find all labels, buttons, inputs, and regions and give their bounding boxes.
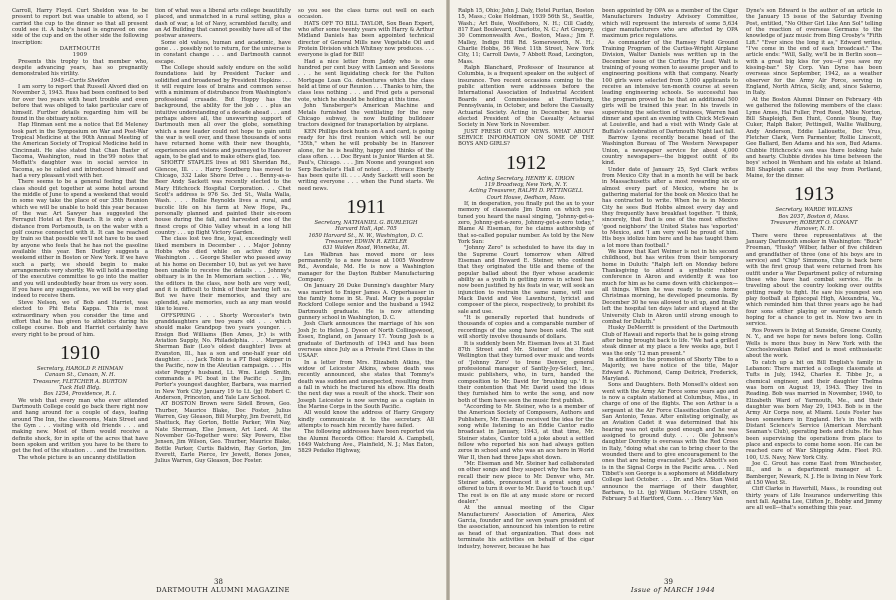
paragraph: Steve Nelson, wo of Bob and Harriet, was elected to Phi Beta Kappa. This is most extraordinary when you consider the time and effort that he has given to athletics during his college course. Bob and Harriet certainly have every right to be proud of him. [12,299,148,338]
page-number: 39 [664,578,673,586]
paragraph: The whole picture is an uncanny distillation [18,454,136,461]
paragraph: If, in desperation, you finally put the ax to your memory of classmate Jim Dunn on which you tuned you heard the nasal singing, "Johnny-get-a-zero, Johnny-get-a-zero, Johnny-get-a-zero today," Blame Al Eiseman, for he claims authorship of that so-called popular number. As told by the New York Sun: [458,200,594,245]
treasurer-line: Treasurer, EDWIN R. KEELER [325,239,407,245]
paragraph: Presents this trophy to that member who, despite advancing years, has so pregnantly demonstrated his virility. [12,58,148,78]
paragraph: I am sorry to report that Russell Alvord died on November 3, 1943. Russ had been confined to bed for over two years with heart trouble and even before that was obliged to take particular care of himself. Further details regarding him will be found in the obituary notice. [12,84,148,122]
secretary-address: Canaan St., Canaan, N. H. [44,372,116,379]
left-page [0,0,446,600]
treasurer-line: Treasurer, ROBERT O. CONANT [770,219,858,226]
paragraph: Cliff Clarke in Haverhill, Mass., is rounding out thirty years of Life Insurance underwriting this next fall. Agatha Lee, Clifton Jr., Bobby and Jimmy are all well—that's something this year. [746,486,882,512]
paragraph: so you see the class turns out well on each occasion. [298,8,434,21]
paragraph: Some old values, human and academic, have gone . . . possibly not to return, for the universe is in constant change . . . and Dartmouth cannot escape. [155,39,291,65]
paragraph: At the Boston Alumni Dinner on February 4th we gathered the following members of the class: Lyme Ames, Hal Fuller, Fred Reed, Mike Norton, Bill Shapleigh, Ben Hunt, Connie Young, Ray Cuker, Ralph Baker, Pettingell, Wallie Wallburg, Andy Anderson, Eddie Laliouette, Doc Vrus, Fletcher Clark, Vern Parmenter, Rollie Linscott, Gee Ballard, Ben Adams and his son, Bud Adams. Clubbie Hitchcock's son was there looking hale and hearty. Clubbie divides his time between the boys' school in Wenham and his estate at Inland. Bill Shapleigh came all the way from Portland, Maine, for the dinner. [746,96,882,179]
paragraph: Barrow Lyons recently became head of the Washington Bureau of The Western Newspaper Union, a newspaper service for about 4,000 country newspapers—the biggest outfit of its kind. [602,134,738,167]
left-column-3 [298,8,434,455]
paragraph: Josh Clark announces the marriage of his son Josh Jr. to Helen J. Dyson of North Collingswood, Essex, England, on January 17. Young Josh is a graduate of Dartmouth of 1943 and has been overseas since July as a Private First Class in the USAAF. [298,321,434,360]
paragraph: "Johnny Zero" is scheduled to have its day in the Supreme Court tomorrow when Alfred Eiseman and Howard E. Steiner, who contend that they originated the title and theme of the popular ballad about the flyer whose academic ability as a youth in getting zeros in school has now been justified by his feats in war, will seek an injunction to restrain the same name, will sue Mack David and Vee Lawnhurst, lyricist and composer of the piece, respectively, to prohibit its sale and use. [458,245,594,315]
paragraph: The class lost two fine, loyal, exceedingly well liked members in December . . . Major Johnny Hobbs who died while on active duty in Washington . . . George Sheller who passed away at his home on December 10, but as yet we have been unable to receive the details . . . Johnny's obituary is in the In Memoriam section . . . We, the editors in the class, now both are very well, and it is difficult to think of their having left us. But we have their memories, and they are splendid, safe memories, such as any man would like to leave. [155,236,291,313]
paragraph: There seems to be a general feeling that the class should get together at some hotel around the middle of June to spend a weekend that would in some way take the place of our 35th Reunion which we will be unable to hold this year because of the war. Art Sawyer has suggested the Ferragut Hotel at Rye Beach. It is only a short distance from Portsmouth, is on the water with a golf course connected with it. It can be reached by train so that possible we'll not have to be used by anyone who feels that he has not the gasoline available this year. Ben Dudley suggests a weekend either in Boston or New York. If we have such a party, we should begin to make arrangements very shortly. We will hold a meeting of the executive committee to go into the matter and you will undoubtedly hear from us very soon. If you have any suggestions, we will be very glad indeed to receive them. [12,179,148,300]
treasurer-address: Tuck Hall Bldg. [59,384,101,391]
inscription-year: 1909 [72,52,88,59]
paragraph: Les Walbran has moved more or less permanently to a new house at 1005 Woodrow Rd., Avondale, Md. He is now a Washington manager for the Dayton Rubber Manufacturing Company. [298,251,434,284]
paragraph: On January 26 Duke Dunning's daughter Mary was married to Eniger James A. Opperhauser in the family home in St. Paul. Mary is a popular Rockford College senior and the husband a 1942 Dartmouth graduate. He is now attending gunnery school in Washington, D. C. [298,283,434,322]
secretary-line: Acting Secretary, HENRY K. URION [477,175,575,182]
paragraph: It is suddenly been Mr. Eiseman lives at 31 East 87th Street and Mr. Steiner of the Hotel Wellington that they turned over music and words of 'Johnny Zero' to Irene Denver, general professional manager of Santly-Joy-Select, Inc., music publishers, who, in turn, handed the composition to Mr. David for 'brushing up.' It is their contention that Mr. David used the ideas they furnished him to write the song, and now both of them have seen the music first publish. [458,340,594,404]
paragraph: As commander of the Ramsey Field Ground Training Program of the Curtiss-Wright Airplane Division, Walter Daniels was written up in the December issue of the Curtiss Fly Leaf. Walt is training of young women to assume proper and to engineering positions with that company. Nearly 100 girls were selected from 3,000 applicants to receive an intensive ten-month course at seven leading engineering schools. So successful has the program proved to be that an additional 500 girls will be trained this year. In his travels in supervising the selection of trainees, Warren had dinner and spent an evening with Chick McSwain at Louisville, and had a visit with Windy Gale at Buffalo's celebration of Dartmouth Night last fall. [602,39,738,135]
class-year-heading: 1912 [506,151,546,174]
secretary-address: Harvard Hall, Apt. 705 [335,226,397,233]
secretary-line: Secretary, HAROLD P. HINMAN [36,365,124,372]
paragraph: Ralph Blanchard, Professor of Insurance at Columbia, is a frequent speaker on the subject of insurance. Two recent occasions coming to the public attention were addresses before the International Association of Industrial Accident Boards and Commissions at Harrisburg, Pennsylvania, in October, and before the Casualty Actuarial Society. Acting in December, he was elected President of the Casualty Actuarial Society in New York in November. [458,65,594,129]
paragraph: All would know the address of Harry Gregory kindly communicate it to the secretary. All attempts to reach him recently have failed. [298,410,434,429]
secretary-address-2: 1650 Harvard St., N. W., Washington, D. C. [308,232,424,239]
paragraph: been appointed by OPA as a member of the Cigar Manufacturers Industry Advisory Committee, which will represent the interests of some 5,634 cigar manufacturers who are affected by OPA maximum price regulations. [602,8,738,40]
paragraph: SHORTY STAPLES lives at 981 Sheridan Rd., Glencoe, Ill. . . . Harry Sondberg has moved to Chicago, 332 Lake Shore Drive . . . Benny-as-a-Beer Andy Sackett was recently elected to the Mary Hitchcock Hospital Corporation. . . Chet Scott's address is 976 So. 3rd St., Walla Walla, Wash. . . . Rollie Reynolds lives a rural, and bucolic life on his farm at New Hope, Pa., personally planned and painted their six-room house during the fall, and harvested one of the finest crops of Ohio Valley wheat in a long hill country . . . up flight Victory Garden. [155,160,291,237]
treasurer-line: Acting Treasurer, RALPH D. PETTINGELL [469,188,583,195]
paragraph: Carroll, Harry Floyd. Curt Sheldon was to be present to report but was unable to attend, so I carried the cup to the dinner so that all present could see it. A baby's head is engraved on one side of the cup and on the other side the following inscription: [12,8,148,46]
paragraph: Sons and Daughters. Both Monsell's oldest son went with the Army Air Force some years ago and is now a captain stationed at Columbus, Miss., in charge of one of the flights. The son Arthur is a sergeant at the Air Force Classification Center at San Antonio, Texas. After enlisting originally, as an Aviation Cadet it was determined that his hearing was not quite good enough and he was assigned to ground duty. . . . Ole Johnson's daughter Dorothy is overseas with the Red Cross in Italy, "doing what she can to bring cheer to the wounded there and to give encouragement to the ones that are being evacuated." Jack Abbott's son is in the Signal Corps in the Pacific area. . . Ned Tibbet's son George is a sophomore at Middlebury College last October. . . . Dr. and Mrs. Stan Weld announce the marriage of their daughter, Barbara, to Lt. (jg) William McGuire USNR, on February 5 at Hartford, Conn. . . . Henry Van [602,382,738,503]
paragraph: We wish that every man who ever attended Dartmouth College could go back there right now and hang around for a couple of days, loafing around The Inn, the classrooms, Main Street and the Gym . . . visiting with old friends . . . and making new. Most of them would receive a definite shock, for in spite of the acres that have been spoken and written you have to be there to get the feel of the situation . . . and the transition. [12,397,148,455]
right-column-2 [602,8,738,503]
treasurer-address: Court House, Dedham, Mass. [486,194,566,201]
paragraph: Under date of January 25, Syd Clark writes from Mexico City that in a month he will be back in Massachusetts after a most rewarding six or almost every part of Mexico, where he is gathering material for the book on Mexico that he has contracted to write. When he is in Mexico City he sees Bud Hobbs almost every day and they frequently have breakfast together. "I think, sincerely, that Bud is one of the most effective 'good neighbors' the United States has 'exported' to Mexico, and 'I am very well be proud of him. His boys idolize him here and he has taught them a lot more than football." [602,166,738,249]
paragraph: John Yansberger's American Machine and Metals furnished the ventilating for the new Chicago subway, is now building bulldozer tractors designed for transportation by airplane. [298,103,434,129]
paragraph: At the annual meeting of the Cigar Manufacturers' Association of America, Alex Garcia, founder and for seven years president of the association, announced his intention to retire as head of that organization. That does not terminate his activities on behalf of the cigar industry, however, because he has [458,505,594,550]
right-page [450,0,896,600]
page-footer: Issue of MARCH 1944 [630,586,716,594]
inscription-signature: 1945—Curtis Sheldon [50,77,110,84]
paragraph: tion of what was a liberal arts college beautifully placed, and unmatched in a rural setting, plus a dash of war, a lot of Navy, scrambled faculty, and an Ad Building that cannot possibly have all of the postwar answers. [155,8,291,40]
paragraph: Joe C. Grout has come East from Winchester, Ill., and is a department manager at L. Bamberger, Newark, N. J. He is living in New York at 150 West St. [746,461,882,487]
treasurer-address: 631 Walden Road, Winnetka, Ill. [322,245,410,252]
treasurer-address-2: Box 1254, Providence, R. I. [43,391,117,398]
paragraph: There were three representatives at the January Dartmouth smoker in Washington: "Buck" Freeman, "Husky" Wilber, father of five children and grandfather of three (one of his boys are in service) and "Chip" Simmons, Chip is back here with the first group that were returned from his outfit under a War Department policy of returning those who have had combat service. He is traveling about the country looking over outfits getting ready to fight. He saw his youngest son play football at Episcopal High, Alexandria, Va., which reminded him that three years ago he had four sons either playing or warming a bench hoping for a chance to get in. Now two are in service. [746,232,882,328]
inscription-name: DARTMOUTH [59,46,101,53]
paragraph: Dyne's son Edward is the author of an article in the January 15 issue of the Saturday Evening Post, entitled, "No Other Girl Like Ann Sol" telling of the reaction of overseas Germans to the knowledge of jazz music from Bing Crosby's "Fifth Lift." "Ever since the long it as," Edward writes, "I've come in the end of each broadcast." The article ends: "Will, Sally, we'll be in Berlin soon—with a great big kiss for you—if you save my kissing-bar." Sly Corp. Van Dyne has been overseas since September, 1942, as a weather observer for the Army Air Force, serving in England, North Africa, Sicily, and, since Salerno, in Italy. [746,8,882,97]
paragraph: HATS OFF TO BILL TAYLOR, Sox Bean Expert, who after some twenty years with Harry & Arthur Midland Daniels has been appointed technical director of General Mills new Vegetable Oil and Protein Division which Whitney now produces. . . . everyone is glad for Bill! [298,20,434,59]
paragraph: JUST FRESH OUT OF NEWS. WHAT ABOUT SERVICE INFORMATION ON SOME OF THE BOYS AND GIRLS? [458,128,594,148]
paragraph: "It is generally reported that hundreds of thousands of copies and a comparable number of recordings of the song have been sold. The suit will shortly involve thousands of dollars. [458,315,594,341]
paragraph: Ralph 15, Ohio; John J. Daly, Hotel Puritan, Boston 15, Mass.; Coke Holdman, 1939 56th St., Seattle, Wash.; Art Buie, Woolfeboro, N. H.; Cill Caddy, 817 East Boulevard, Charlotte, N. C.; Art Gregory, 30 Commonwealth Ave., Boston, Mass.; Jim F. Malley, Indigo Hill Rd. Somersworth, N. H.; Charlie Hobbs, 56 West 11th Street, New York City, 11; Carroll Davis, 7 Abbott Road, Lexington, Mass. [458,8,594,65]
paragraph: Had a nice letter from Jaddy who is one hundred per cent busy with Lamson and Sessions . . . he sent liquidating check for the Fulton Mortgage Loan Co. debentures which the class held at time of our Reunion . . . Thanks to him, the class less nothing . . . and Fred gets a personal vote, which he should be holding at this time. [298,58,434,103]
paragraph: Husky DeMerritt is president of the Dartmouth Club of Hawaii and reports that he is going strong after being brought back to life. "We had a grilled steak dinner at my place a few weeks ago, but I was the only '12 man present." [602,325,738,357]
secretary-address: 119 Broadway, New York, N. Y. [484,181,568,188]
paragraph: In a letter from Mrs. Elizabeth Atkins, the widow of Leicester Atkins, whose death was recently announced, she states that Tommy's death was sudden and unexpected, resulting from a fall in which he fractured his elbow. His death the next day was a result of the shock. Their son Joseph Leicester is now serving as a captain in the Marine Corps in the South Pacific. [298,359,434,410]
paragraph: In addition to the promotion of Shorty Tibe to a Majority, we have notice of the title, Major Edward A. Richmond, Camp Deitrick, Frederick, Maryland. [602,356,738,382]
paragraph: To catch up a bit on Bill English's family in Lebanon: There married a college classmate at Tufts in July, 1942, Charles E. Tibbe Jr., a chemical engineer, and their daughter Thelma was born on August 19, 1943. They live in Reading. Bob was married in November, 1940, to Elizabeth Ward of Yarmouth, Me., and their daughter was born May 29, 1943. Bob is in the Army Air Corps now, at Miami. Louis Foster has been somewhere in England. He's in the with Distant Science's Service (American Merchant Seaman's Club), operating beds and clubs. He has been supervising the operations from place to place and expects to come home soon. He can be reached care of War Shipping Adm. Fleet P.O. 100, U.S. Navy, New York City. [746,359,882,461]
paragraph: We know that Karl Weimer is not in his second childhood, but has writes from their temporary home in Duluth: "Ralph left on Monday before Thanksgiving to attend a synthetic rubber conference in Akron and evidently it was too much for him as he came down with chickenpox—all things. When he was ready to come home Christmas morning, he developed pneumonia. By December 30 he was allowed to sit up, and finally left the hospital ten days later and stayed at the University Club in Akron until strong enough to combat for Duluth." [602,249,738,325]
class-year-heading: 1911 [346,195,386,218]
paragraph: Ros Powers is living at Sunside, Greene County, N. Y., and we hope for news before long. Collin Wells is more thus busy in New York with the Czechoslovakian Relief and is most enthusiastic about the work. [746,327,882,360]
right-column-3 [746,8,882,512]
left-column-2 [155,8,291,465]
page-number: 38 [214,578,223,586]
treasurer-address: Hanover, N. H. [794,226,834,233]
secretary-line: Secretary, NATHANIEL G. BURLEIGH [314,219,418,226]
left-column-1 [12,8,148,461]
secretary-line: Secretary, WARDE WILKINS [775,207,853,214]
paragraph: The College should safely endure on the solid foundations laid by President Tucker and solidified and broadened by President Hopkins . . . it will require loss of brains and common sense with a minimum of distrubance from Washington's professional crusade. But Hoppy has the background, the ability for the job . . . plus an intuitive understanding of a decade ahead . . . and perhaps above all, the unswerving support of Dartmouth men all over the globe, something which a new leader could not hope to gain until the war is well over, and these thousands of sons have returned home with their new thoughts, experiences and visions and journeyed to Hanover again, to be glad and to make others glad, too. [155,65,291,160]
paragraph: The following addresses have been reported via the Alumni Records Office: Harold A. Campbell, 1649 Watchung Ave., Plainfield, N. J.; Max Eaton, 5829 Pedalko Highway, [298,429,434,455]
right-column-1 [458,8,594,550]
paragraph: "Mr. Eiseman and Mr. Steiner had collaborated on other songs and they suspect why the hero can recall their new piece to Mr. Denver who, Mr. Steiner adds, pronounced it a great song and offered to turn it over to Mr. David to 'touch it up.' The rest is on file at any music store or record dealer." [458,461,594,506]
paragraph: "According to Mr. Steiner, who is a member of the American Society of Composers, Authors and Publishers, Mr. Eiseman received the idea for the song while listening to an Eddie Cantor radio broadcast in January, 1943, at that time, Mr. Steiner states, Cantor told a joke about a settled fellow who reported his son had always gotten zeros in school and who was an ace hero in World War II, then had three Japs shot down. [458,403,594,461]
paragraph: KEN Phillips dock hunts on A and card, is going ready for his first reunion which will be our "35th," when he will probably be in Hanover alone, for he is healthy, happy and thinks of the class often. . . . Doc Bryant is Junior Warden at St. Paul's, Chicago. . . . Jim Noone and youngest son Serp Bachelor's Hall of noted . . . Horace Eberly has been quite ill. . . . Andy Sackett will soon be writing everyone . . . when the Fund starts. We need news. [298,128,434,192]
page-footer: DARTMOUTH ALUMNI MAGAZINE [156,586,290,594]
class-year-heading: 1910 [60,341,100,364]
class-year-heading: 1913 [794,183,834,206]
paragraph: Hap Hinman sent me a notice that Ed Meleney took part in the Symposium on War and Post-War Tropical Medicine at the 90th Annual Meeting of the American Society of Tropical Medicine held in Cincinnati. He also stated that Chan Baxter of Tacoma, Washington, read in the'99 notes that Moffatt's daughter was in social service in Tacoma, so he called and introduced himself and had a very pleasant visit with her. [12,122,148,179]
treasurer-line: Treasurer, FLETCHER A. BURTON [32,378,128,385]
secretary-address: Box 2037, Boston 6, Mass. [778,213,850,220]
paragraph: OFFSPRING . . . Shorty Worcester's twin granddaughters are two years old . . . which should make Grandpop two years younger. . . Ensign Bud Williams (Ben Ames, Jr.) is with Aviation Supply, No. Philadelphia. . . . Margaret Sherman Bair (Leo's oldest daughter) lives at Evanston, Ill., has a son and one-half year old daughter. . . . Jack Tobin is a PT Boat skipper in the Pacific, now in the Aleutian campaign. . . . His sister Peggy's husband, Lt. Wm. Leigh Smith, commands a PC boat in the Pacific . . . Jim Porter's youngest daughter, Barbara, was married in New York City January 19 to Lt. (jg) Robert C. Anderson, Princeton, and Yale Law School. [155,312,291,401]
paragraph: AT BOSTON Brown were Sidell Brown, Geo. Thurber, Maurice Blake, Doc Foster, Julius Warren, Guy Gleason, Bill Murphy, Jim Everett, Ed Shattuck, Ray Gorton, Bottle Parker, Win Nay, Nate Sherman, Else Jensen, Art Lord. At the November Go-Together were: Sky Powers, Else Jensen, Jim Wilson, Geo. Thurber, Maurice Blake, Bottle Parker, Curtis Baldwin, Ray Gorton, Jim Everett, Earle Pierce, Irv Jewett, Bones Jones, Julius Warren, Guy Gleason, Doc Foster. [155,401,291,465]
